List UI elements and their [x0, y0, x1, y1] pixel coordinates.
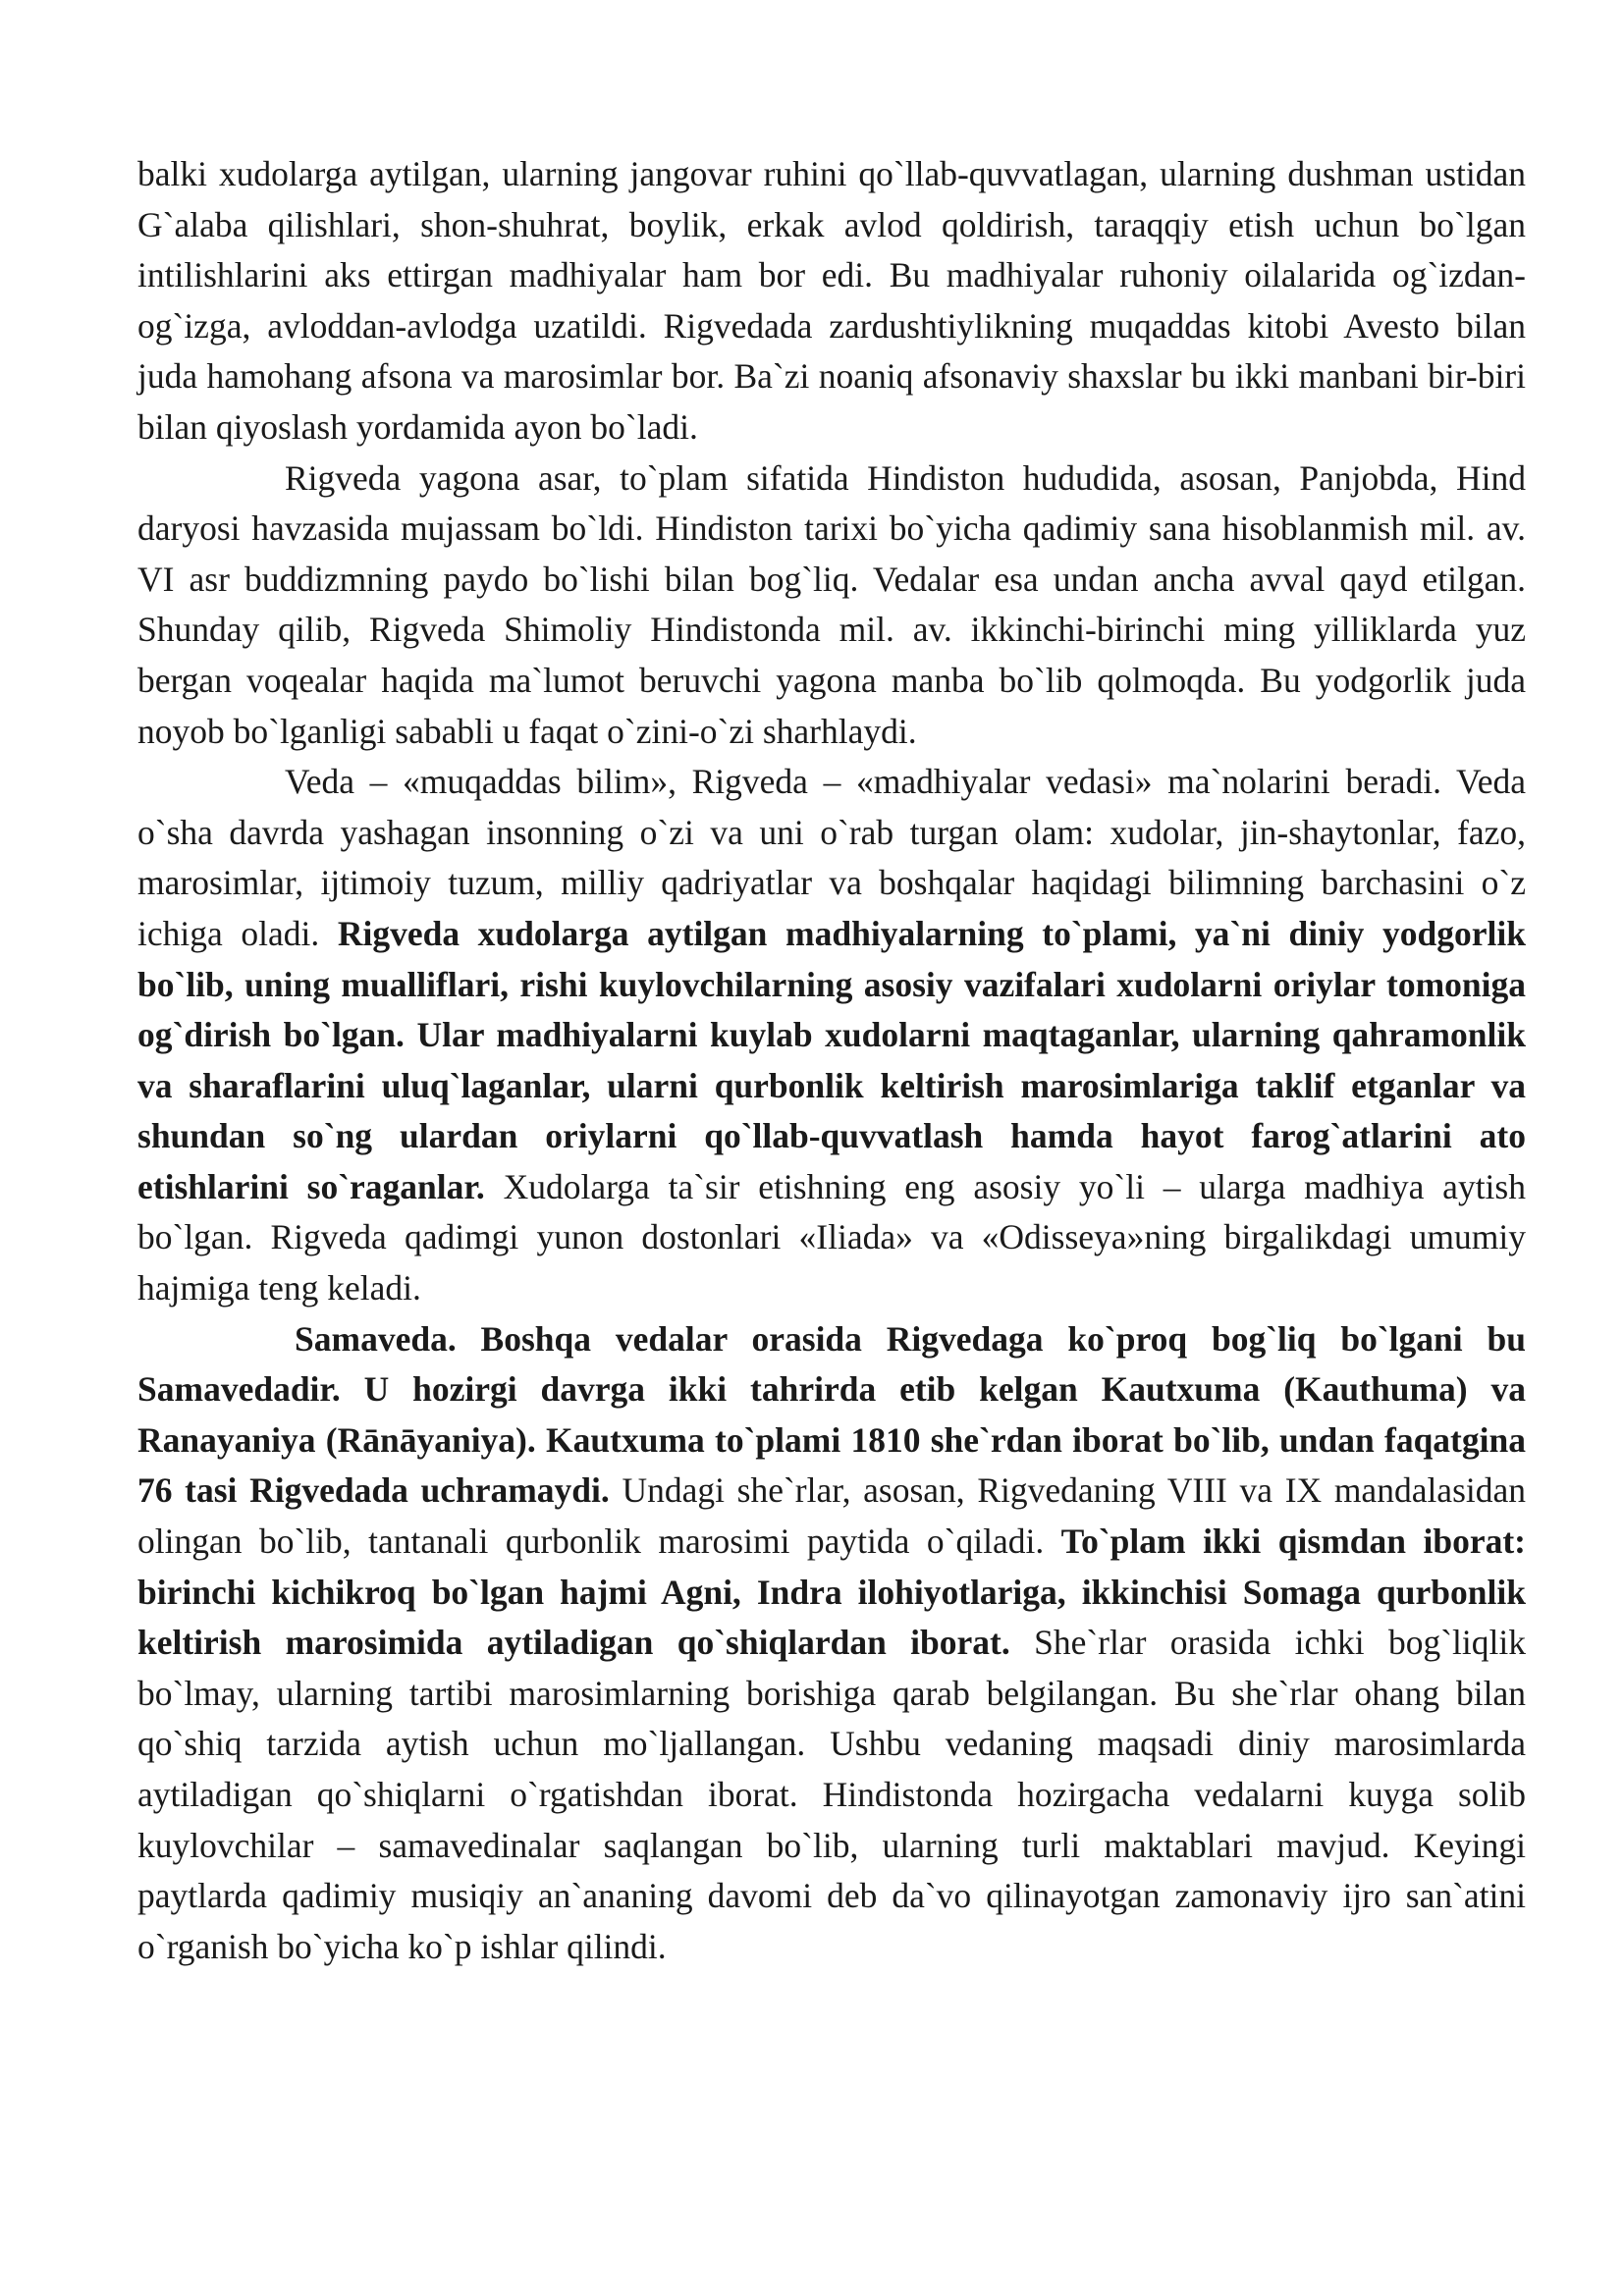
text-run: Undagi she`rlar, asosan, Rigvedaning VIII va IX mandalasidan olingan bo`lib, tantanali qurbonlik marosimi paytida o`qiladi.	[137, 1470, 1527, 1562]
paragraph-samaveda	[137, 1314, 1526, 1973]
bold-text-run: Samaveda. Boshqa vedalar orasida Rigvedaga ko`proq bog`liq bo`lgani bu Samavedadir. U hozirgi davrga ikki tahrirda etib kelgan Kautxuma (Kauthuma) va Ranayaniya (Rānāyaniya). Kautxuma to`plami 1810 she`rdan iborat bo`lib, undan faqatgina 76 tasi Rigvedada uchramaydi.	[137, 1318, 1526, 1511]
text-run: balki xudolarga aytilgan, ularning jangovar ruhini qo`llab-quvvatlagan, ularning dushman ustidan G`alaba qilishlari, shon-shuhrat, boylik, erkak avlod qoldirish, taraqqiy etish uchun bo`lgan intilishlarini aks ettirgan madhiyalar ham bor edi. Bu madhiyalar ruhoniy oilalarida og`izdan-og`izga, avloddan-avlodga uzatildi. Rigvedada zardushtiylikning muqaddas kitobi Avesto bilan juda hamohang afsona va marosimlar bor. Ba`zi noaniq afsonaviy shaxslar bu ikki manbani bir-biri bilan qiyoslash yordamida ayon bo`ladi.	[137, 154, 1526, 447]
text-run: Rigveda yagona asar, to`plam sifatida Hindiston hududida, asosan, Panjobda, Hind daryosi havzasida mujassam bo`ldi. Hindiston tarixi bo`yicha qadimiy sana hisoblanmish mil. av. VI asr buddizmning paydo bo`lishi bilan bog`liq. Vedalar esa undan ancha avval qayd etilgan. Shunday qilib, Rigveda Shimoliy Hindistonda mil. av. ikkinchi-birinchi ming yilliklarda yuz bergan voqealar haqida ma`lumot beruvchi yagona manba bo`lib qolmoqda. Bu yodgorlik juda noyob bo`lganligi sababli u faqat o`zini-o`zi sharhlaydi.	[137, 457, 1526, 751]
paragraph-madhiyalar	[137, 149, 1526, 454]
document-page	[137, 149, 1526, 1972]
text-run: She`rlar orasida ichki bog`liqlik bo`lmay, ularning tartibi marosimlarning borishiga qarab belgilangan. Bu she`rlar ohang bilan qo`shiq tarzida aytish uchun mo`ljallangan. Ushbu vedaning maqsadi diniy marosimlarda aytiladigan qo`shiqlarni o`rgatishdan iborat. Hindistonda hozirgacha vedalarni kuyga solib kuylovchilar – samavedinalar saqlangan bo`lib, ularning turli maktablari mavjud. Keyingi paytlarda qadimiy musiqiy an`ananing davomi deb da`vo qilinayotgan zamonaviy ijro san`atini o`rganish bo`yicha ko`p ishlar qilindi.	[137, 1623, 1526, 1966]
text-run: Veda – «muqaddas bilim», Rigveda – «madhiyalar vedasi» ma`nolarini beradi. Veda o`sha davrda yashagan insonning o`zi va uni o`rab turgan olam: xudolar, jin-shaytonlar, fazo, marosimlar, ijtimoiy tuzum, milliy qadriyatlar va boshqalar haqidagi bilimning barchasini o`z ichiga oladi.	[137, 762, 1526, 953]
bold-text-run: To`plam ikki qismdan iborat: birinchi kichikroq bo`lgan hajmi Agni, Indra ilohiyotlariga, ikkinchisi Somaga qurbonlik keltirish marosimida aytiladigan qo`shiqlardan iborat.	[137, 1522, 1526, 1663]
paragraph-rigveda-origin	[137, 454, 1526, 758]
text-run: Xudolarga ta`sir etishning eng asosiy yo`li – ularga madhiya aytish bo`lgan. Rigveda qadimgi yunon dostonlari «Iliada» va «Odisseya»ning birgalikdagi umumiy hajmiga teng keladi.	[137, 1166, 1526, 1308]
bold-text-run: Rigveda xudolarga aytilgan madhiyalarning to`plami, ya`ni diniy yodgorlik bo`lib, uning mualliflari, rishi kuylovchilarning asosiy vazifalari xudolarni oriylar tomoniga og`dirish bo`lgan. Ular madhiyalarni kuylab xudolarni maqtaganlar, ularning qahramonlik va sharaflarini uluq`laganlar, ularni qurbonlik keltirish marosimlariga taklif etganlar va shundan so`ng ulardan oriylarni qo`llab-quvvatlash hamda hayot farog`atlarini ato etishlarini so`raganlar.	[137, 913, 1526, 1206]
paragraph-veda-meaning	[137, 757, 1526, 1314]
